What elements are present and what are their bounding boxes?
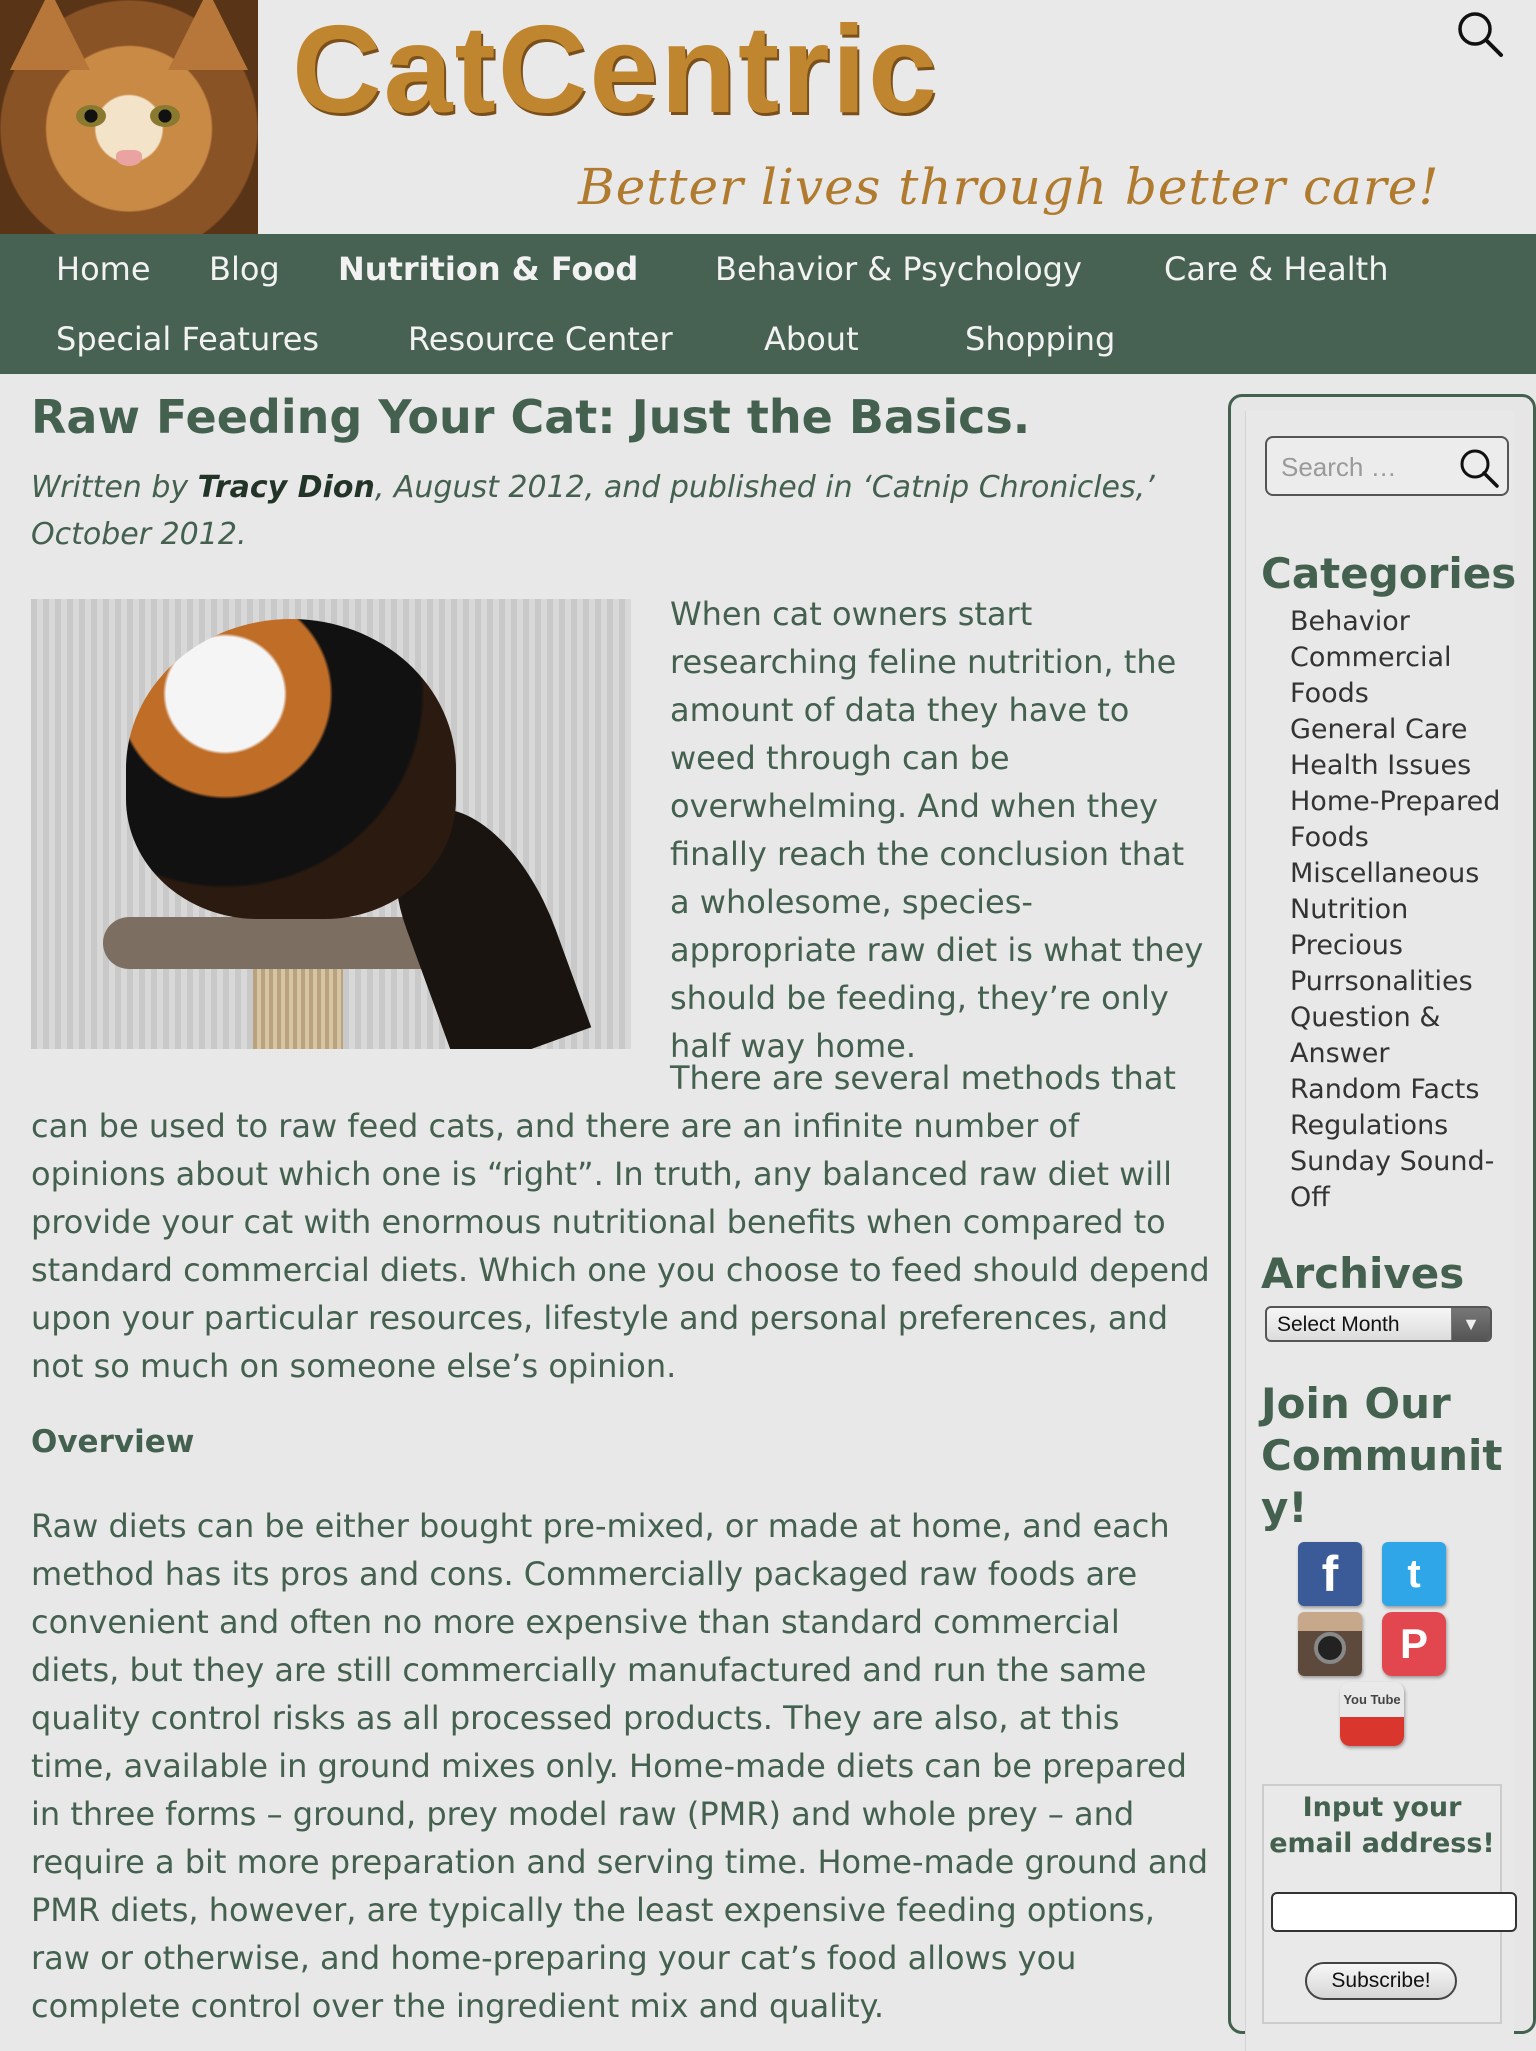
instagram-icon[interactable] [1298, 1612, 1362, 1676]
nav-resource-center[interactable]: Resource Center [408, 320, 673, 358]
archives-select[interactable] [1265, 1306, 1492, 1342]
sidebar-search [1265, 436, 1509, 496]
category-link[interactable]: Random Facts [1290, 1074, 1480, 1105]
nav-blog[interactable]: Blog [209, 250, 280, 288]
site-header [0, 0, 1536, 234]
twitter-icon[interactable]: t [1382, 1542, 1446, 1606]
nav-special-features[interactable]: Special Features [56, 320, 320, 358]
facebook-icon[interactable]: f [1298, 1542, 1362, 1606]
site-logo[interactable]: CatCentric [292, 1, 940, 139]
category-link[interactable]: Precious Purrsonalities [1290, 930, 1473, 997]
category-link[interactable]: Nutrition [1290, 894, 1409, 925]
archives-title: Archives [1261, 1249, 1465, 1298]
subscribe-button[interactable]: Subscribe! [1305, 1962, 1457, 2000]
email-field[interactable] [1271, 1892, 1517, 1932]
main-navigation [0, 234, 1536, 374]
archives-select-value: Select Month [1277, 1313, 1400, 1336]
subscribe-prompt: Input your email address! [1269, 1792, 1495, 1859]
community-title-line: Join Our [1261, 1379, 1451, 1428]
category-link[interactable]: Sunday Sound-Off [1290, 1146, 1495, 1213]
instagram-lens [1298, 1612, 1362, 1676]
nav-behavior-psychology[interactable]: Behavior & Psychology [715, 250, 1082, 288]
cat-eye-right [150, 105, 180, 127]
category-link[interactable]: Question & Answer [1290, 1002, 1441, 1069]
nav-care-health[interactable]: Care & Health [1164, 250, 1389, 288]
nav-shopping[interactable]: Shopping [965, 320, 1116, 358]
article-byline [31, 464, 1211, 558]
byline-suffix: , August 2012, and published in ‘Catnip Chronicles,’ October 2012. [31, 470, 1155, 552]
site-tagline: Better lives through better care! [578, 158, 1440, 216]
categories-title: Categories [1261, 549, 1517, 598]
header-cat-photo [0, 0, 258, 234]
search-icon[interactable] [1457, 446, 1501, 490]
pinterest-icon[interactable]: P [1382, 1612, 1446, 1676]
calico-cat [126, 619, 456, 919]
youtube-icon[interactable]: You Tube [1340, 1682, 1404, 1746]
category-link[interactable]: Commercial Foods [1290, 642, 1452, 709]
paragraph-overview: Raw diets can be either bought pre-mixed, or made at home, and each method has its pros and cons. Commercially packaged raw foods are convenient and often no more expensive than standard commercial diets, but they are still commercially manufactured and run the same quality control risks as all processed products. They are also, at this time, available in ground mixes only. Home-made diets can be prepared in three forms – ground, prey model raw (PMR) and whole prey – and require a bit more preparation and serving time. Home-made ground and PMR diets, however, are typically the least expensive feeding options, raw or otherwise, and home-preparing your cat’s food allows you complete control over the ingredient mix and quality. [31, 1507, 1209, 2025]
overview-heading: Overview [31, 1424, 195, 1460]
community-title [1261, 1378, 1511, 1534]
author-name[interactable]: Tracy Dion [197, 470, 375, 505]
category-link[interactable]: Home-Prepared Foods [1290, 786, 1501, 853]
community-title-line: y! [1261, 1483, 1308, 1532]
sidebar-search-input[interactable] [1279, 446, 1453, 488]
categories-list [1290, 604, 1510, 1216]
nav-nutrition-food[interactable]: Nutrition & Food [338, 250, 639, 288]
article-cat-photo [31, 599, 631, 1049]
community-title-line: Communit [1261, 1431, 1503, 1480]
article-title: Raw Feeding Your Cat: Just the Basics. [31, 390, 1031, 444]
category-link[interactable]: Miscellaneous [1290, 858, 1480, 889]
chevron-down-icon: ▼ [1451, 1308, 1490, 1340]
paragraph-intro: When cat owners start researching feline nutrition, the amount of data they have to weed through can be overwhelming. And when they finally reach the conclusion that a wholesome, species-appropriate raw diet is what they should be feeding, they’re only half way home. [670, 595, 1204, 1065]
category-link[interactable]: Health Issues [1290, 750, 1472, 781]
category-link[interactable]: Regulations [1290, 1110, 1449, 1141]
cat-ear-right [168, 0, 248, 70]
byline-prefix: Written by [31, 470, 198, 505]
paragraph-methods: There are several methods that can be used to raw feed cats, and there are an infinite number of opinions about which one is “right”. In truth, any balanced raw diet will provide your cat with enormous nutritional benefits when compared to standard commercial diets. Which one you choose to feed should depend upon your particular resources, lifestyle and personal preferences, and not so much on someone else’s opinion. [31, 1059, 1210, 1385]
nav-about[interactable]: About [764, 320, 859, 358]
cat-eye-left [76, 105, 106, 127]
nav-home[interactable]: Home [56, 250, 151, 288]
cat-nose [116, 150, 142, 166]
category-link[interactable]: Behavior [1290, 606, 1410, 637]
search-icon[interactable] [1456, 10, 1504, 58]
cat-ear-left [10, 0, 90, 70]
category-link[interactable]: General Care [1290, 714, 1468, 745]
